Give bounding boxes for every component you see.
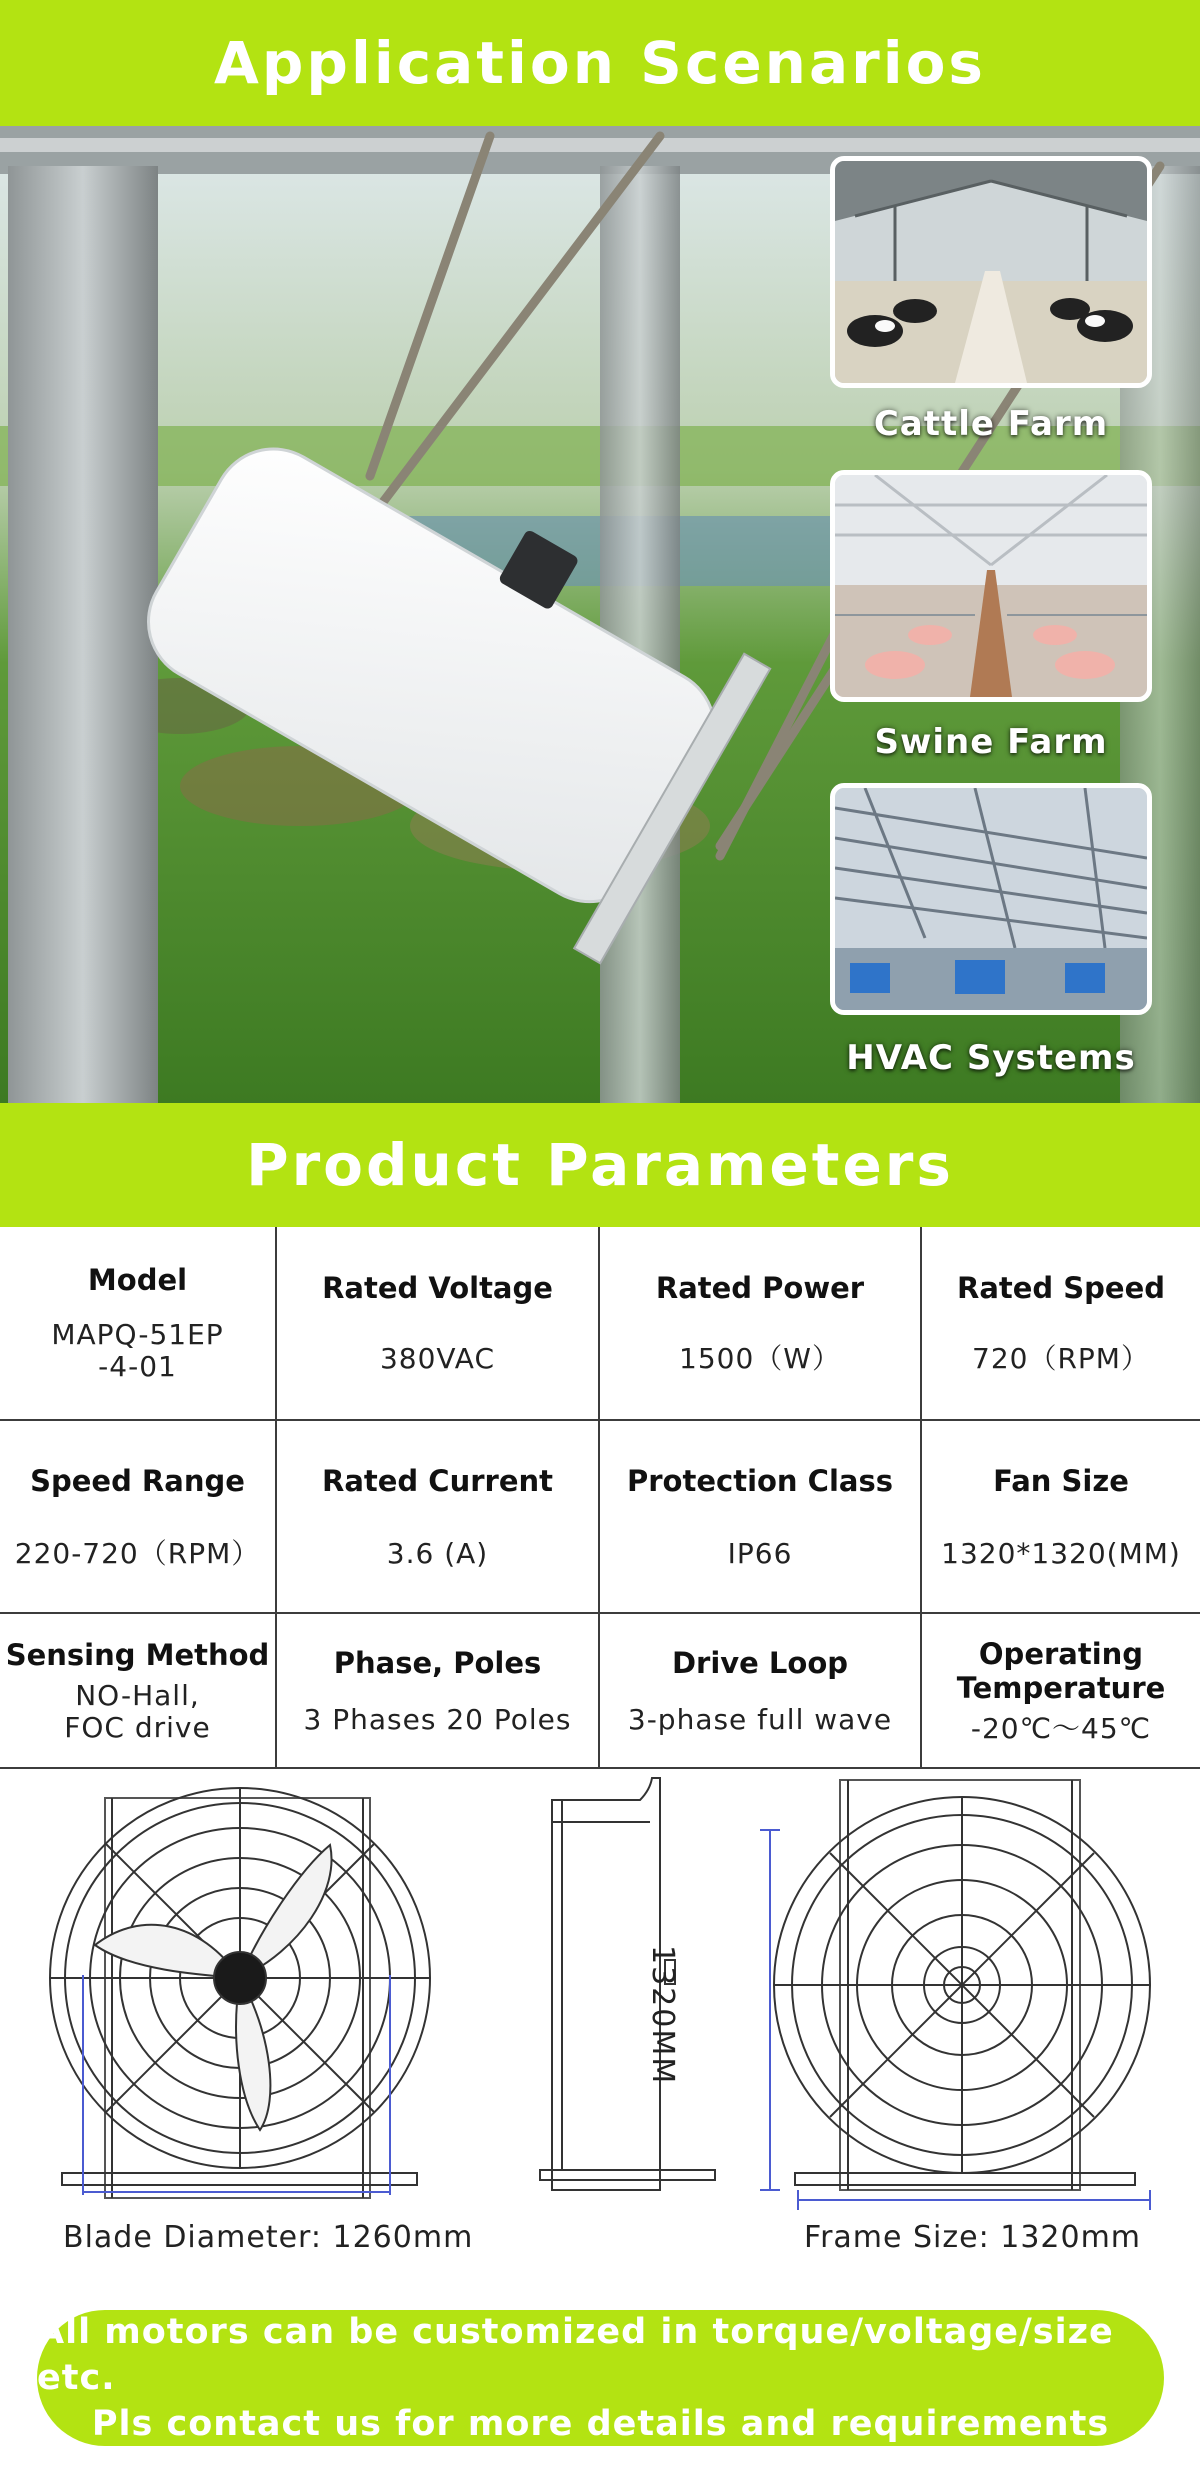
frame-size-caption: Frame Size: 1320mm: [804, 2220, 1142, 2255]
param-value: -4-01: [98, 1350, 177, 1383]
cattle-farm-label: Cattle Farm: [873, 404, 1109, 444]
parameters-table: [0, 1227, 1200, 1769]
param-cell-fan-size: [921, 1420, 1200, 1613]
param-value: 380VAC: [379, 1342, 496, 1375]
param-label: Sensing Method: [5, 1637, 270, 1672]
parameters-row: [0, 1227, 1200, 1420]
cattle-farm-photo: [830, 156, 1152, 388]
param-label: Operating: [978, 1636, 1144, 1671]
side-view-drawing: [540, 1778, 715, 2190]
parameters-row: [0, 1420, 1200, 1613]
param-label: Protection Class: [627, 1463, 893, 1498]
param-cell-rated-speed: [921, 1227, 1200, 1420]
param-value: IP66: [727, 1536, 793, 1570]
param-label: Rated Current: [322, 1463, 553, 1498]
param-value: 3 Phases 20 Poles: [303, 1702, 572, 1736]
product-parameters-title: Product Parameters: [0, 1103, 1200, 1227]
param-label: Fan Size: [993, 1463, 1129, 1498]
hvac-systems-label: HVAC Systems: [846, 1038, 1136, 1078]
param-cell-sensing-method: [0, 1613, 276, 1768]
param-cell-speed-range: [0, 1420, 276, 1613]
param-value: 1320*1320(MM): [941, 1536, 1181, 1570]
param-cell-protection-class: [599, 1420, 921, 1613]
parameters-row: [0, 1613, 1200, 1768]
param-cell-phase-poles: [276, 1613, 599, 1768]
application-scenarios-title: Application Scenarios: [0, 0, 1200, 126]
param-value: 220-720（RPM）: [14, 1536, 261, 1570]
param-value: FOC drive: [64, 1710, 211, 1744]
param-label: Rated Power: [655, 1271, 865, 1305]
customization-note: [37, 2310, 1164, 2446]
customization-note-line1: All motors can be customized in torque/voltage/size etc.: [37, 2312, 1114, 2398]
param-label: Rated Voltage: [322, 1271, 553, 1305]
param-cell-rated-power: [599, 1227, 921, 1420]
param-label: Temperature: [956, 1670, 1166, 1705]
param-label: Drive Loop: [671, 1645, 849, 1680]
param-cell-drive-loop: [599, 1613, 921, 1768]
fan-dimension-drawings: [0, 1770, 1200, 2260]
param-cell-operating-temperature: [921, 1613, 1200, 1768]
param-value: MAPQ-51EP: [51, 1318, 224, 1351]
swine-farm-label: Swine Farm: [874, 722, 1108, 762]
param-value: 3.6 (A): [386, 1536, 489, 1570]
swine-farm-photo: [830, 470, 1152, 702]
param-value: 1500（W）: [679, 1342, 841, 1375]
param-value: -20℃～45℃: [970, 1711, 1152, 1745]
rear-view-drawing: [774, 1780, 1150, 2190]
param-label: Rated Speed: [956, 1271, 1166, 1305]
blade-diameter-caption: Blade Diameter: 1260mm: [63, 2220, 474, 2255]
param-cell-rated-voltage: [276, 1227, 599, 1420]
side-height-caption: 1320MM: [645, 1945, 680, 2086]
customization-note-line2: Pls contact us for more details and requirements: [91, 2404, 1110, 2444]
technical-drawings: [0, 1770, 1200, 2260]
param-label: Phase, Poles: [333, 1645, 542, 1680]
param-cell-model: [0, 1227, 276, 1420]
param-label: Model: [87, 1263, 188, 1297]
hvac-systems-photo: [830, 783, 1152, 1015]
param-label: Speed Range: [30, 1463, 245, 1498]
param-cell-rated-current: [276, 1420, 599, 1613]
param-value: 720（RPM）: [972, 1342, 1150, 1375]
front-view-drawing: [50, 1788, 430, 2198]
param-value: NO-Hall,: [75, 1678, 200, 1712]
param-value: 3-phase full wave: [627, 1702, 893, 1736]
